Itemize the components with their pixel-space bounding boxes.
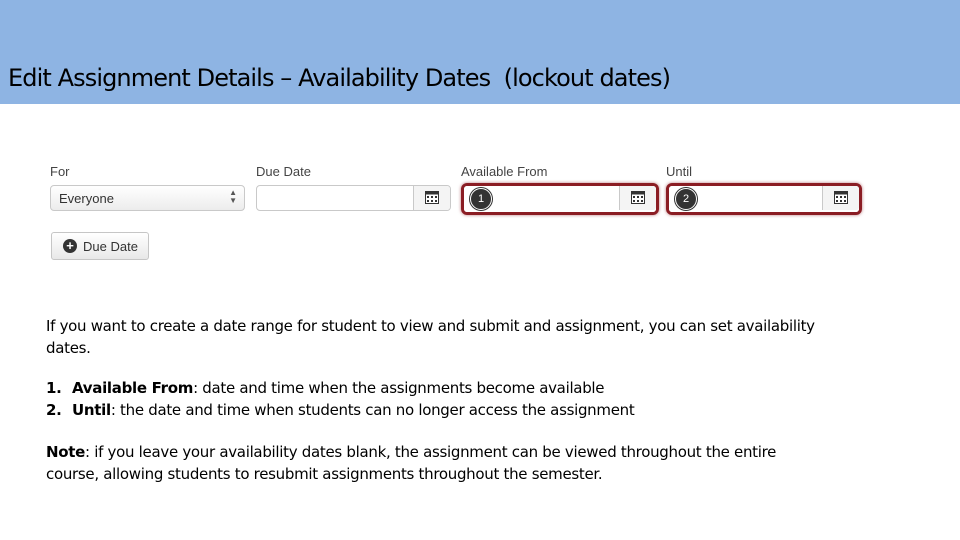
assignment-form-screenshot (40, 150, 880, 280)
until-calendar-button[interactable] (822, 186, 859, 210)
available-from-input[interactable] (464, 186, 656, 212)
calendar-icon (631, 191, 645, 204)
available-from-label: Available From (461, 164, 548, 179)
until-label: Until (666, 164, 693, 179)
list-item-text: : date and time when the assignments become available (193, 379, 605, 397)
list-item (46, 399, 816, 421)
availability-list (46, 377, 816, 421)
for-select[interactable] (50, 185, 245, 211)
due-date-label: Due Date (256, 164, 311, 179)
list-item-text: : the date and time when students can no longer access the assignment (110, 401, 635, 419)
for-label: For (50, 164, 70, 179)
until-input[interactable] (669, 186, 859, 212)
calendar-icon (425, 191, 439, 204)
add-due-date-button[interactable] (51, 232, 149, 260)
plus-circle-icon: + (63, 239, 77, 253)
available-from-calendar-button[interactable] (619, 186, 656, 210)
callout-badge-1: 1 (470, 188, 492, 210)
available-from-highlight (461, 183, 659, 215)
list-item (46, 377, 816, 399)
note-label: Note (46, 443, 86, 461)
slide-body (46, 315, 816, 485)
note-paragraph (46, 441, 816, 485)
due-date-input[interactable] (256, 185, 451, 211)
add-due-date-label: Due Date (83, 239, 138, 254)
list-item-number: 1. (46, 379, 62, 397)
slide-title: Edit Assignment Details – Availability Dates (lockout dates) (8, 64, 671, 92)
list-item-number: 2. (46, 401, 62, 419)
callout-badge-2: 2 (675, 188, 697, 210)
intro-paragraph: If you want to create a date range for student to view and submit and assignment, you can set availability dates. (46, 317, 815, 357)
until-highlight (666, 183, 862, 215)
list-item-term: Available From (72, 379, 194, 397)
due-date-calendar-button[interactable] (413, 186, 450, 210)
select-arrows-icon: ▲ ▼ (229, 188, 237, 205)
list-item-term: Until (72, 401, 111, 419)
for-select-value: Everyone (59, 191, 114, 206)
calendar-icon (834, 191, 848, 204)
note-text: : if you leave your availability dates blank, the assignment can be viewed throughout the entire course, allowing students to resubmit assignments throughout the semester. (46, 443, 777, 483)
slide-header (0, 0, 960, 104)
